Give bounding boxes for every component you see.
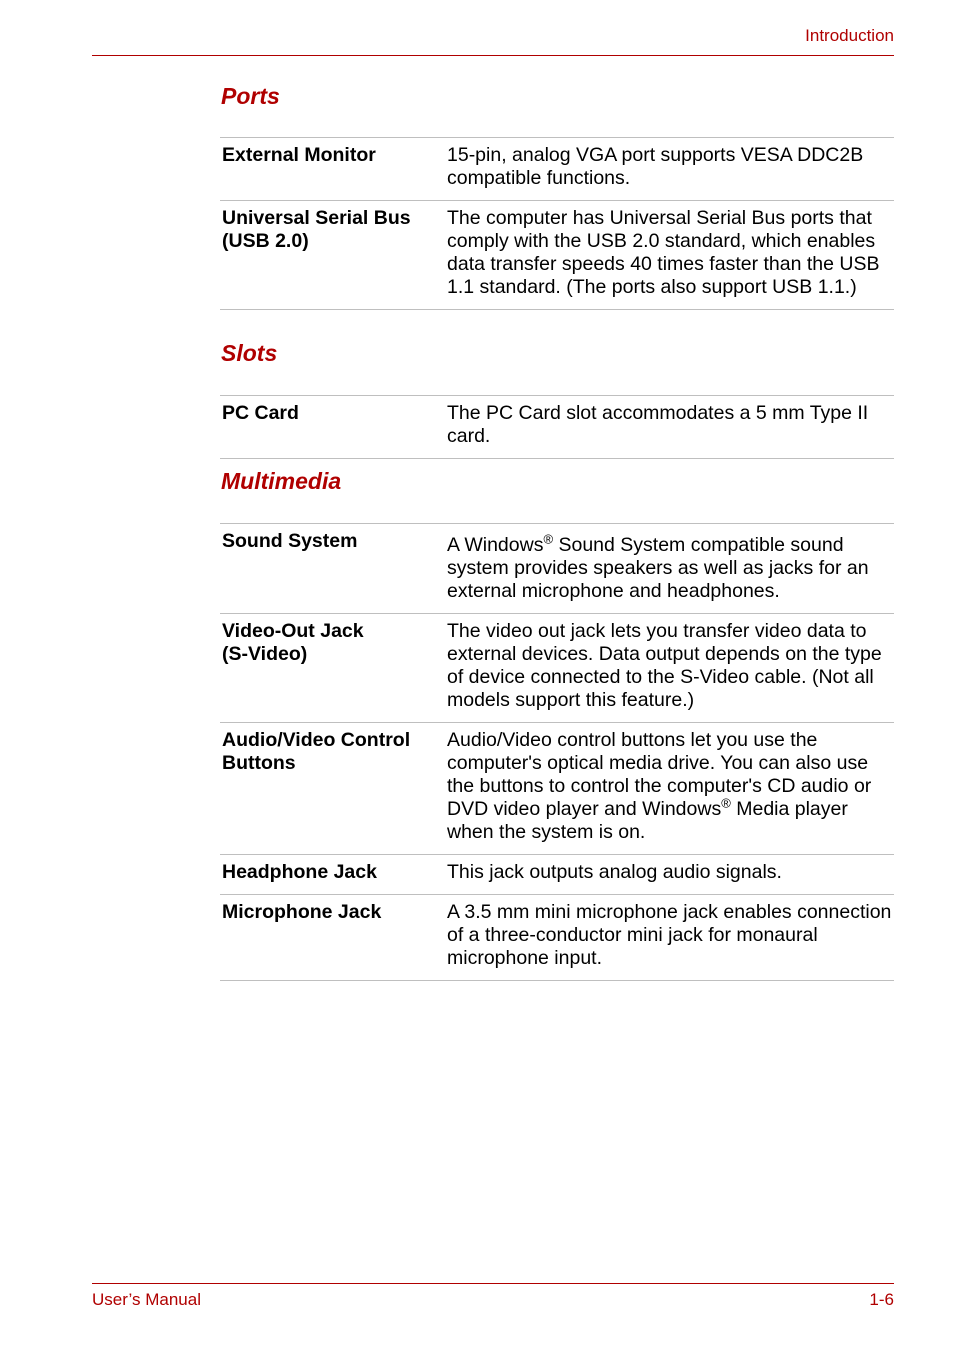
table-row xyxy=(220,723,894,855)
spec-label: Microphone Jack xyxy=(220,895,443,981)
spec-label: Sound System xyxy=(220,524,443,614)
footer-rule xyxy=(92,1283,894,1284)
running-header: Introduction xyxy=(805,26,894,45)
spec-label: Universal Serial Bus (USB 2.0) xyxy=(220,201,443,310)
label-line: Video-Out Jack xyxy=(222,620,364,642)
ports-table xyxy=(220,137,894,310)
spec-label: Audio/Video Control Buttons xyxy=(220,723,443,855)
table-row xyxy=(220,524,894,614)
section-title-slots: Slots xyxy=(221,340,278,366)
table-row xyxy=(220,895,894,981)
spec-label: PC Card xyxy=(220,396,443,459)
spec-description: The computer has Universal Serial Bus ports that comply with the USB 2.0 standard, which enables data transfer speeds 40 times faster than the USB 1.1 standard. (The ports also support USB 1.1.) xyxy=(443,201,894,310)
spec-description: This jack outputs analog audio signals. xyxy=(443,855,894,895)
spec-description: A 3.5 mm mini microphone jack enables connection of a three-conductor mini jack for monaural microphone input. xyxy=(443,895,894,981)
spec-description xyxy=(443,723,894,855)
table-row xyxy=(220,614,894,723)
spec-label: External Monitor xyxy=(220,138,443,201)
spec-description xyxy=(443,524,894,614)
registered-mark: ® xyxy=(543,531,554,547)
slots-table xyxy=(220,395,894,459)
table-row xyxy=(220,855,894,895)
page-number: 1-6 xyxy=(869,1290,894,1309)
footer-manual-title: User’s Manual xyxy=(92,1290,201,1309)
multimedia-table xyxy=(220,523,894,981)
spec-label: Headphone Jack xyxy=(220,855,443,895)
desc-text: Sound System compatible sound system provides speakers as well as jacks for an external microphone and headphones. xyxy=(447,534,869,602)
desc-text: Media player when the system is on. xyxy=(447,798,848,843)
header-rule xyxy=(92,55,894,56)
table-row xyxy=(220,201,894,310)
section-title-ports: Ports xyxy=(221,83,280,109)
registered-mark: ® xyxy=(721,795,731,811)
label-line: (S-Video) xyxy=(222,643,308,665)
spec-description: The PC Card slot accommodates a 5 mm Type II card. xyxy=(443,396,894,459)
table-row xyxy=(220,138,894,201)
desc-text: Audio/Video control buttons let you use the computer's optical media drive. You can also use the buttons to control the computer's CD audio or DVD video player and Windows xyxy=(447,729,872,820)
section-title-multimedia: Multimedia xyxy=(221,468,342,494)
table-row xyxy=(220,396,894,459)
spec-description: 15-pin, analog VGA port supports VESA DDC2B compatible functions. xyxy=(443,138,894,201)
spec-label xyxy=(220,614,443,723)
spec-description: The video out jack lets you transfer video data to external devices. Data output depends on the type of device connected to the S-Video cable. (Not all models support this feature.) xyxy=(443,614,894,723)
desc-text: A Windows xyxy=(447,534,544,556)
